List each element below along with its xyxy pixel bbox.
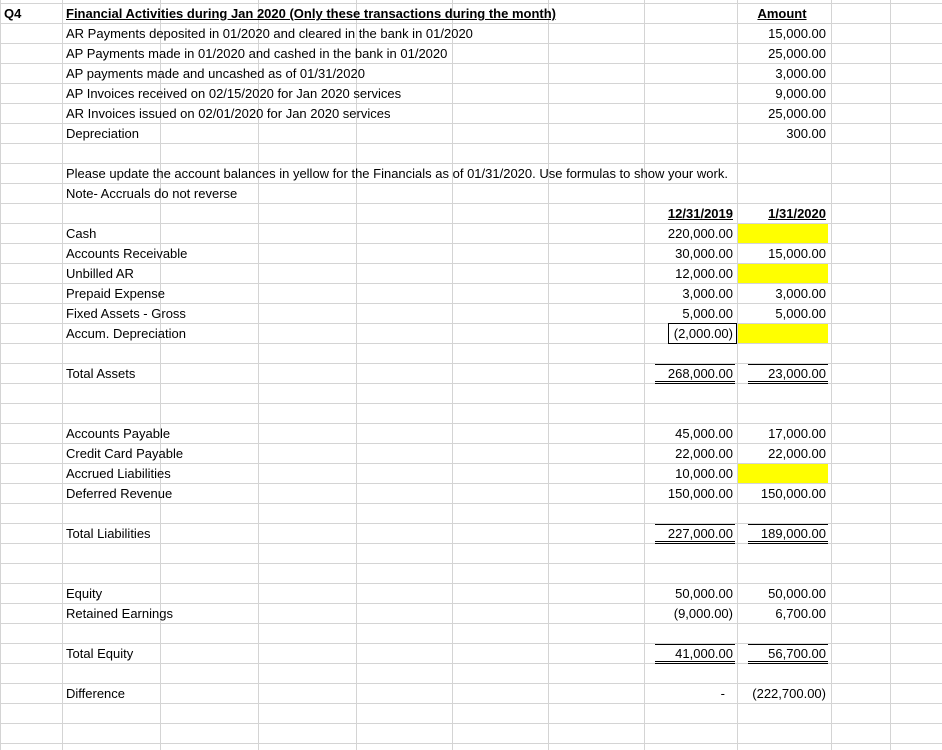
activity-amount[interactable]: 300.00 (786, 126, 826, 141)
asset-prior-value[interactable]: (2,000.00) (673, 326, 733, 341)
activity-label: AP Payments made in 01/2020 and cashed in the bank in 01/2020 (66, 46, 448, 61)
asset-prior-value[interactable]: 3,000.00 (682, 286, 733, 301)
equity-prior-value[interactable]: (9,000.00) (673, 606, 733, 621)
asset-current-value[interactable] (738, 224, 828, 244)
liability-prior-value[interactable]: 45,000.00 (675, 426, 733, 441)
grid-row-line (0, 563, 942, 564)
asset-current-value[interactable] (738, 264, 828, 284)
asset-label: Unbilled AR (66, 266, 134, 281)
total-liabilities-label: Total Liabilities (66, 526, 151, 541)
amount-header: Amount (757, 6, 807, 21)
activity-amount[interactable]: 15,000.00 (768, 26, 826, 41)
total-assets-current[interactable]: 23,000.00 (768, 366, 826, 381)
activities-heading: Financial Activities during Jan 2020 (Only these transactions during the month) (66, 6, 557, 21)
activity-amount[interactable]: 9,000.00 (775, 86, 826, 101)
asset-label: Accounts Receivable (66, 246, 188, 261)
activity-label: AP payments made and uncashed as of 01/31/2020 (66, 66, 365, 81)
asset-label: Cash (66, 226, 97, 241)
liability-current-value[interactable] (738, 464, 828, 484)
liability-current-value[interactable]: 17,000.00 (768, 426, 826, 441)
total-equity-label: Total Equity (66, 646, 134, 661)
equity-current-value[interactable]: 50,000.00 (768, 586, 826, 601)
liability-prior-value[interactable]: 22,000.00 (675, 446, 733, 461)
grid-col-line (548, 0, 549, 750)
total-assets-label: Total Assets (66, 366, 136, 381)
liability-prior-value[interactable]: 150,000.00 (667, 486, 733, 501)
difference-current[interactable]: (222,700.00) (752, 686, 826, 701)
column-header-current: 1/31/2020 (768, 206, 826, 221)
instruction-text: Please update the account balances in yellow for the Financials as of 01/31/2020. Use formulas to show your work. (66, 166, 728, 181)
grid-row-line (0, 743, 942, 744)
total-assets-prior[interactable]: 268,000.00 (667, 366, 733, 381)
grid-col-line (831, 0, 832, 750)
asset-prior-value[interactable]: 5,000.00 (682, 306, 733, 321)
asset-current-value[interactable]: 3,000.00 (775, 286, 826, 301)
activity-label: Depreciation (66, 126, 139, 141)
activity-amount[interactable]: 25,000.00 (768, 46, 826, 61)
total-liabilities-current[interactable]: 189,000.00 (760, 526, 826, 541)
asset-label: Accum. Depreciation (66, 326, 186, 341)
activity-label: AR Invoices issued on 02/01/2020 for Jan 2020 services (66, 106, 391, 121)
asset-current-value[interactable] (738, 324, 828, 344)
asset-current-value[interactable]: 5,000.00 (775, 306, 826, 321)
asset-prior-value[interactable]: 220,000.00 (667, 226, 733, 241)
asset-prior-value[interactable]: 12,000.00 (675, 266, 733, 281)
activity-amount[interactable]: 3,000.00 (775, 66, 826, 81)
difference-label: Difference (66, 686, 126, 701)
grid-col-line (452, 0, 453, 750)
equity-label: Equity (66, 586, 103, 601)
liability-label: Deferred Revenue (66, 486, 173, 501)
activity-label: AP Invoices received on 02/15/2020 for Jan 2020 services (66, 86, 402, 101)
liability-label: Accrued Liabilities (66, 466, 171, 481)
grid-row-line (0, 723, 942, 724)
asset-prior-value[interactable]: 30,000.00 (675, 246, 733, 261)
total-equity-current[interactable]: 56,700.00 (768, 646, 826, 661)
difference-prior[interactable]: - (720, 686, 725, 701)
liability-prior-value[interactable]: 10,000.00 (675, 466, 733, 481)
liability-label: Accounts Payable (66, 426, 171, 441)
total-liabilities-prior[interactable]: 227,000.00 (667, 526, 733, 541)
activity-amount[interactable]: 25,000.00 (768, 106, 826, 121)
grid-row-line (0, 403, 942, 404)
liability-current-value[interactable]: 150,000.00 (760, 486, 826, 501)
equity-current-value[interactable]: 6,700.00 (775, 606, 826, 621)
asset-label: Prepaid Expense (66, 286, 166, 301)
liability-label: Credit Card Payable (66, 446, 184, 461)
total-equity-prior[interactable]: 41,000.00 (675, 646, 733, 661)
column-header-prior: 12/31/2019 (667, 206, 733, 221)
liability-current-value[interactable]: 22,000.00 (768, 446, 826, 461)
asset-label: Fixed Assets - Gross (66, 306, 186, 321)
equity-label: Retained Earnings (66, 606, 173, 621)
grid-col-line (62, 0, 63, 750)
activity-label: AR Payments deposited in 01/2020 and cleared in the bank in 01/2020 (66, 26, 473, 41)
grid-col-line (890, 0, 891, 750)
grid-col-line (0, 0, 1, 750)
asset-current-value[interactable]: 15,000.00 (768, 246, 826, 261)
note-text: Note- Accruals do not reverse (66, 186, 238, 201)
question-label: Q4 (4, 6, 22, 21)
equity-prior-value[interactable]: 50,000.00 (675, 586, 733, 601)
